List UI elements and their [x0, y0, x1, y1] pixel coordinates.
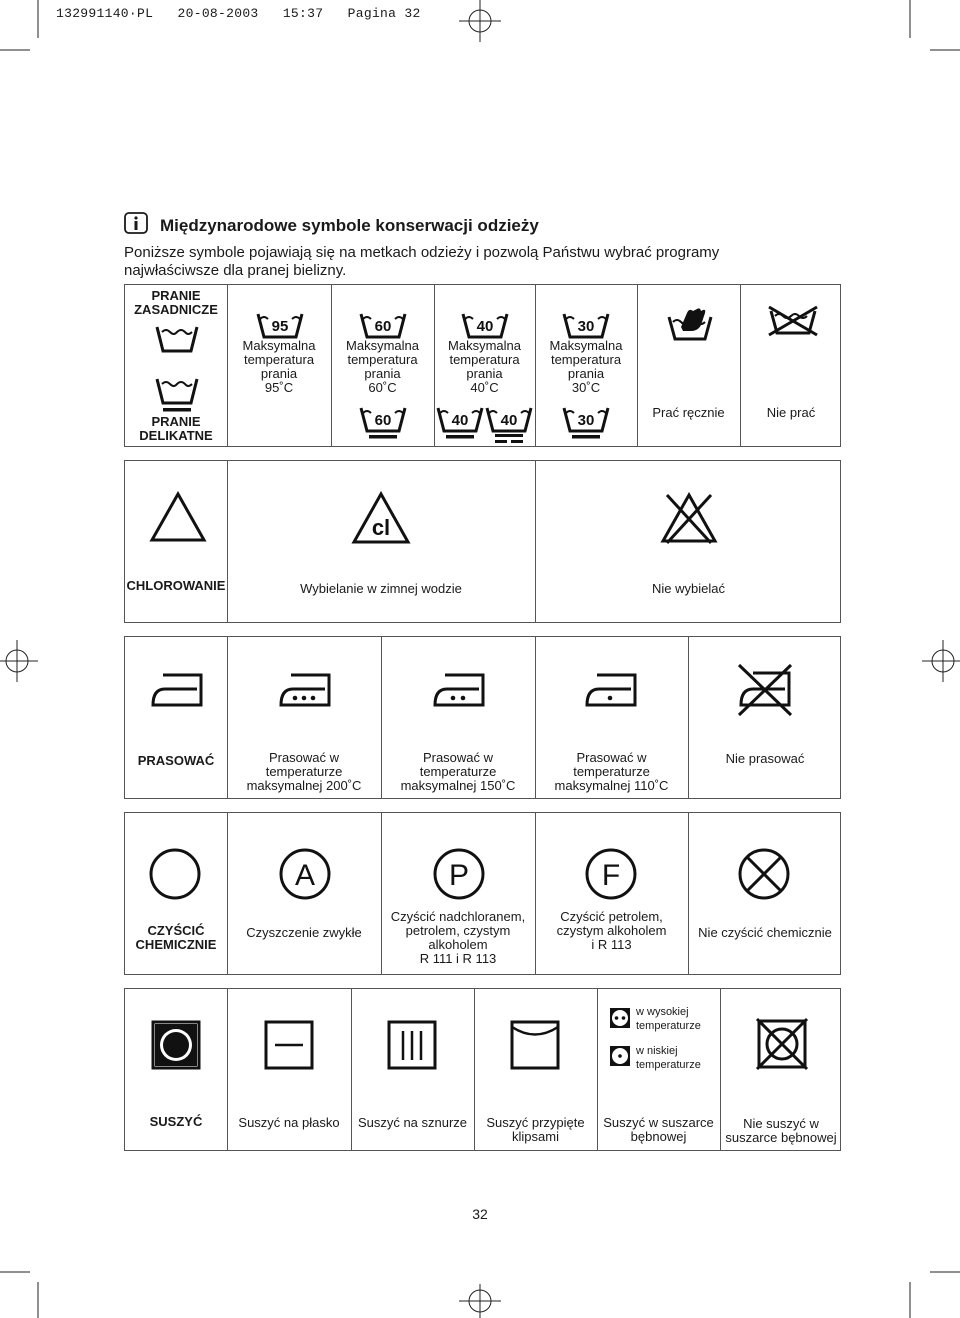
iron-label: PRASOWAĆ	[137, 753, 215, 768]
dry-flat-text: Suszyć na płasko	[238, 1115, 340, 1130]
wash-40-very-delicate-icon	[485, 405, 533, 445]
intro-section	[124, 212, 824, 280]
tumble-high-text: w wysokiej temperaturze	[636, 1006, 701, 1032]
svg-text:P: P	[448, 859, 470, 892]
wash-normal-label: PRANIE ZASADNICZE	[134, 288, 218, 317]
iron-200-text: Prasować w temperaturze maksymalnej 200˚C	[246, 750, 362, 793]
print-header: 132991140·PL 20-08-2003 15:37 Pagina 32	[56, 6, 421, 21]
svg-text:A: A	[294, 859, 316, 892]
tumble-high-icon	[609, 1007, 631, 1029]
svg-text:40: 40	[500, 412, 518, 429]
hand-wash-text: Prać ręcznie	[652, 405, 725, 420]
page-number: 32	[472, 1206, 488, 1222]
section-title: Międzynarodowe symbole konserwacji odzieży	[160, 215, 539, 235]
iron-110-text: Prasować w temperaturze maksymalnej 110˚C	[554, 750, 669, 793]
dry-flat-icon	[264, 1020, 314, 1070]
intro-line-1: Poniższe symbole pojawiają się na metkach odzieży i pozwolą Państwu wybrać programy	[124, 244, 720, 261]
drip-dry-text: Suszyć przypięte klipsami	[486, 1115, 585, 1144]
ironing-table	[124, 636, 841, 799]
svg-text:60: 60	[374, 318, 392, 335]
iron-200-icon	[277, 671, 333, 707]
wash-60-delicate-icon	[359, 405, 407, 441]
iron-150-icon	[431, 671, 487, 707]
dry-clean-f-text: Czyścić petrolem, czystym alkoholem i R 113	[556, 909, 667, 952]
line-dry-text: Suszyć na sznurze	[357, 1115, 468, 1130]
tumble-low-icon	[609, 1045, 631, 1067]
wash-40-icon	[461, 311, 509, 339]
wash-delicate-label: PRANIE DELIKATNE	[139, 414, 213, 443]
tumble-low-text: w niskiej temperaturze	[636, 1045, 701, 1071]
intro-line-2: najwłaściwsze dla pranej bielizny.	[124, 262, 347, 279]
do-not-tumble-dry-text: Nie suszyć w suszarce bębnowej	[725, 1116, 837, 1145]
do-not-tumble-dry-icon	[754, 1016, 810, 1072]
iron-icon	[149, 671, 205, 707]
bleaching-table	[124, 460, 841, 623]
bleach-label: CHLOROWANIE	[126, 578, 226, 593]
washing-table	[124, 284, 841, 447]
svg-text:60: 60	[374, 412, 392, 429]
wash-95-text: Maksymalna temperatura prania 95˚C	[242, 338, 316, 395]
dry-clean-f-icon	[584, 847, 638, 901]
dry-cleaning-table	[124, 812, 841, 975]
dry-clean-normal-text: Czyszczenie zwykłe	[246, 925, 362, 940]
dry-clean-p-icon	[432, 847, 486, 901]
tumble-dry-icon	[151, 1020, 201, 1070]
bleach-cl-triangle-icon	[351, 491, 411, 545]
do-not-iron-text: Nie prasować	[725, 751, 805, 766]
wash-30-text: Maksymalna temperatura prania 30˚C	[549, 338, 623, 395]
wash-30-icon	[562, 311, 610, 339]
dry-clean-circle-icon	[148, 847, 202, 901]
dry-clean-label: CZYŚCIĆ CHEMICZNIE	[135, 923, 217, 952]
drying-label: SUSZYĆ	[149, 1114, 203, 1129]
hand-wash-icon	[665, 303, 715, 343]
svg-text:F: F	[601, 859, 621, 892]
bleach-cold-text: Wybielanie w zimnej wodzie	[300, 581, 462, 596]
drying-table	[124, 988, 841, 1151]
iron-150-text: Prasować w temperaturze maksymalnej 150˚C	[400, 750, 516, 793]
wash-30-delicate-icon	[562, 405, 610, 441]
do-not-wash-icon	[765, 305, 821, 337]
wash-40-delicate-icon	[436, 405, 484, 443]
do-not-dry-clean-text: Nie czyścić chemicznie	[698, 925, 832, 940]
do-not-wash-text: Nie prać	[766, 405, 816, 420]
bleach-allowed-triangle-icon	[149, 491, 207, 543]
svg-text:95: 95	[271, 318, 289, 335]
wash-60-icon	[359, 311, 407, 339]
dry-clean-p-text: Czyścić nadchloranem, petrolem, czystym alkoholem R 111 i R 113	[390, 909, 526, 966]
wash-40-text: Maksymalna temperatura prania 40˚C	[448, 338, 521, 395]
wash-60-text: Maksymalna temperatura prania 60˚C	[346, 338, 419, 395]
do-not-dry-clean-icon	[737, 847, 791, 901]
svg-text:40: 40	[451, 412, 469, 429]
drip-dry-icon	[510, 1020, 560, 1070]
svg-text:40: 40	[476, 318, 494, 335]
do-not-iron-icon	[733, 661, 795, 717]
svg-text:cl: cl	[371, 515, 391, 540]
iron-110-icon	[583, 671, 639, 707]
wash-tub-icon	[155, 323, 199, 353]
line-dry-icon	[387, 1020, 437, 1070]
info-icon	[124, 212, 148, 239]
svg-text:30: 30	[577, 318, 595, 335]
do-not-bleach-icon	[659, 489, 719, 545]
tumble-dry-text: Suszyć w suszarce bębnowej	[603, 1115, 714, 1144]
dry-clean-a-icon	[278, 847, 332, 901]
svg-text:30: 30	[577, 412, 595, 429]
do-not-bleach-text: Nie wybielać	[652, 581, 725, 596]
wash-95-icon	[256, 311, 304, 339]
wash-delicate-tub-icon	[155, 375, 199, 413]
